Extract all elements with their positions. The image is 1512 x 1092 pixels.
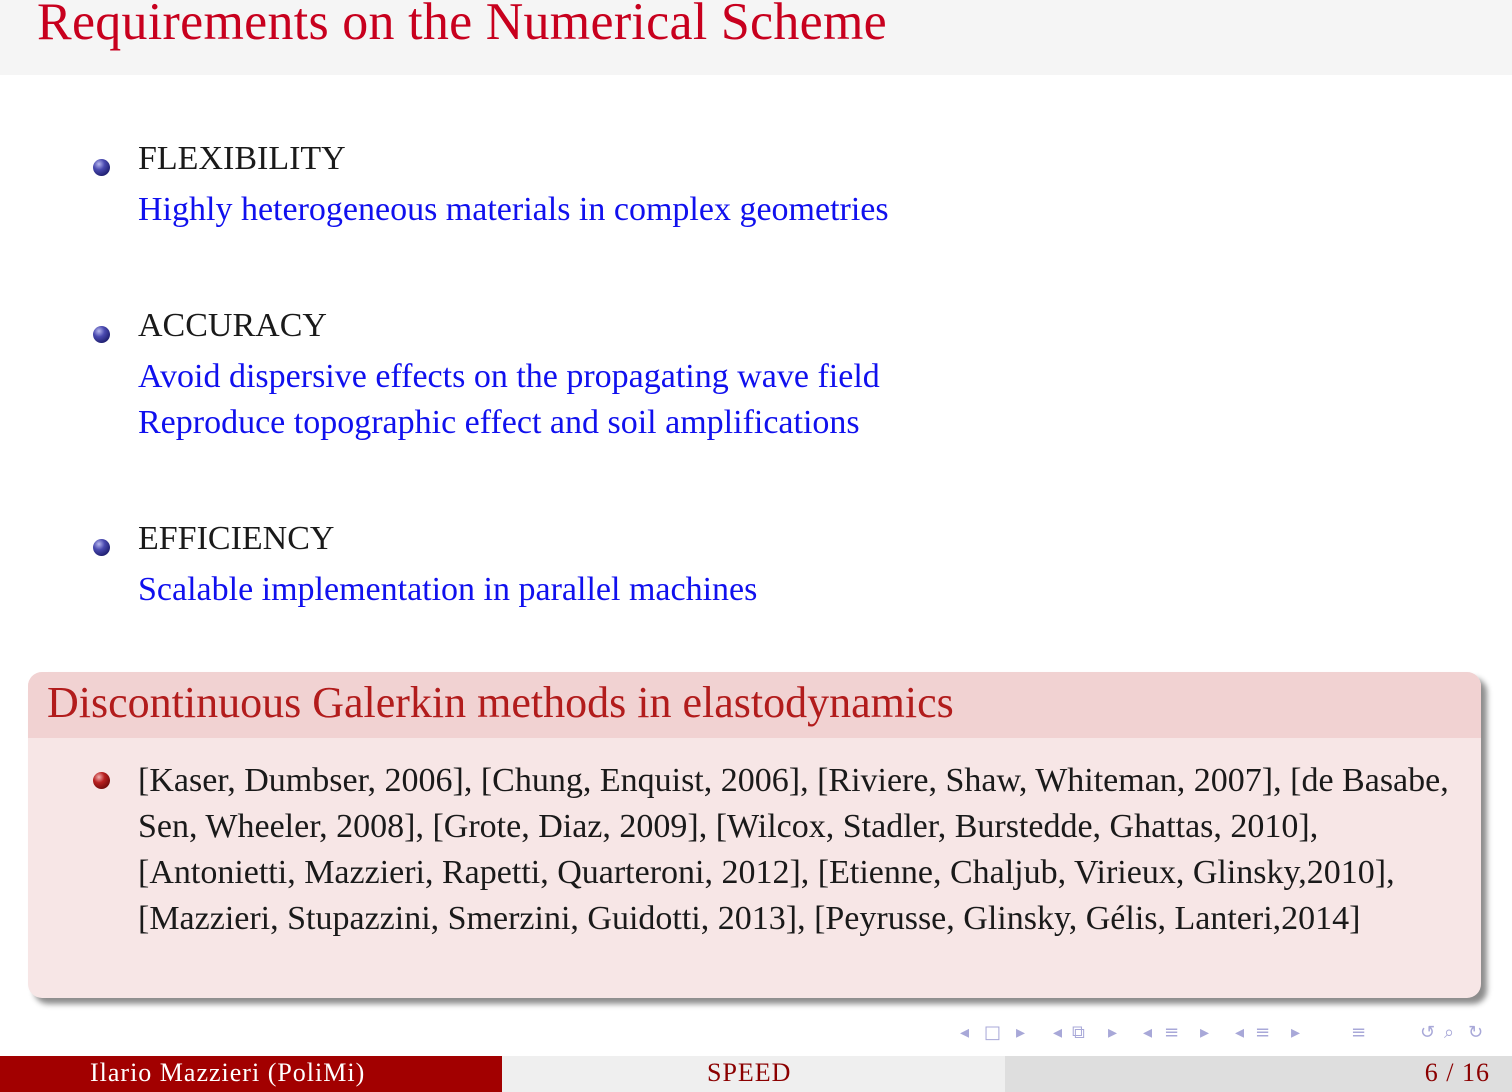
prev-slide-arrow-icon[interactable]: ◂ (960, 1022, 970, 1043)
footline (0, 1056, 1512, 1092)
next-frame-arrow-icon[interactable]: ▸ (1108, 1022, 1118, 1043)
block-header (28, 672, 1481, 738)
bullet-ball-icon (93, 326, 110, 343)
prev-section-arrow-icon[interactable]: ◂ (1235, 1022, 1245, 1043)
footer-author-section (0, 1056, 502, 1092)
bullet-ball-icon (93, 772, 110, 789)
footer-page-section (1005, 1056, 1512, 1092)
requirement-detail: Reproduce topographic effect and soil amplifications (138, 404, 860, 441)
prev-subsection-arrow-icon[interactable]: ◂ (1143, 1022, 1153, 1043)
prev-frame-arrow-icon[interactable]: ◂ (1053, 1022, 1063, 1043)
requirement-heading: EFFICIENCY (138, 520, 335, 557)
requirement-detail: Highly heterogeneous materials in complex geometries (138, 191, 889, 228)
requirement-detail: Avoid dispersive effects on the propagating wave field (138, 358, 880, 395)
footer-author: Ilario Mazzieri (PoliMi) (90, 1058, 366, 1087)
subsection-icon[interactable]: ≡ (1164, 1022, 1180, 1043)
references-block (28, 672, 1481, 998)
forward-icon[interactable]: ↻ (1468, 1022, 1484, 1043)
footer-title-section (502, 1056, 1005, 1092)
block-title: Discontinuous Galerkin methods in elastodynamics (47, 678, 954, 727)
back-icon[interactable]: ↺ (1420, 1022, 1436, 1043)
footer-page-number: 6 / 16 (1424, 1058, 1490, 1087)
frame-title-bar (0, 0, 1512, 75)
search-icon[interactable]: ⌕ (1444, 1022, 1455, 1043)
next-section-arrow-icon[interactable]: ▸ (1291, 1022, 1301, 1043)
frame-icon[interactable]: ⧉ (1072, 1022, 1085, 1043)
next-subsection-arrow-icon[interactable]: ▸ (1200, 1022, 1210, 1043)
requirement-detail: Scalable implementation in parallel machines (138, 571, 758, 608)
bullet-ball-icon (93, 159, 110, 176)
footer-short-title: SPEED (707, 1058, 792, 1087)
references-text: [Kaser, Dumbser, 2006], [Chung, Enquist, 2006], [Riviere, Shaw, Whiteman, 2007], [de Basabe, Sen, Wheeler, 2008], [Grote, Diaz, 2009], [Wilcox, Stadler, Burstedde, Ghattas, 2010], [Antonietti, Mazzieri, Rapetti, Quarteroni, 2012], [Etienne, Chaljub, Virieux, Glinsky,2010], [Mazzieri, Stupazzini, Smerzini, Guidotti, 2013], [Peyrusse, Glinsky, Gélis, Lanteri,2014] (138, 762, 1449, 937)
section-icon[interactable]: ≡ (1255, 1022, 1271, 1043)
slide-title: Requirements on the Numerical Scheme (37, 0, 888, 51)
slide-icon[interactable]: □ (984, 1022, 1002, 1043)
beamer-navigation-bar (958, 1020, 1508, 1050)
document-icon[interactable]: ≡ (1351, 1022, 1367, 1043)
next-slide-arrow-icon[interactable]: ▸ (1016, 1022, 1026, 1043)
bullet-ball-icon (93, 539, 110, 556)
requirement-heading: FLEXIBILITY (138, 140, 346, 177)
requirement-heading: ACCURACY (138, 307, 327, 344)
